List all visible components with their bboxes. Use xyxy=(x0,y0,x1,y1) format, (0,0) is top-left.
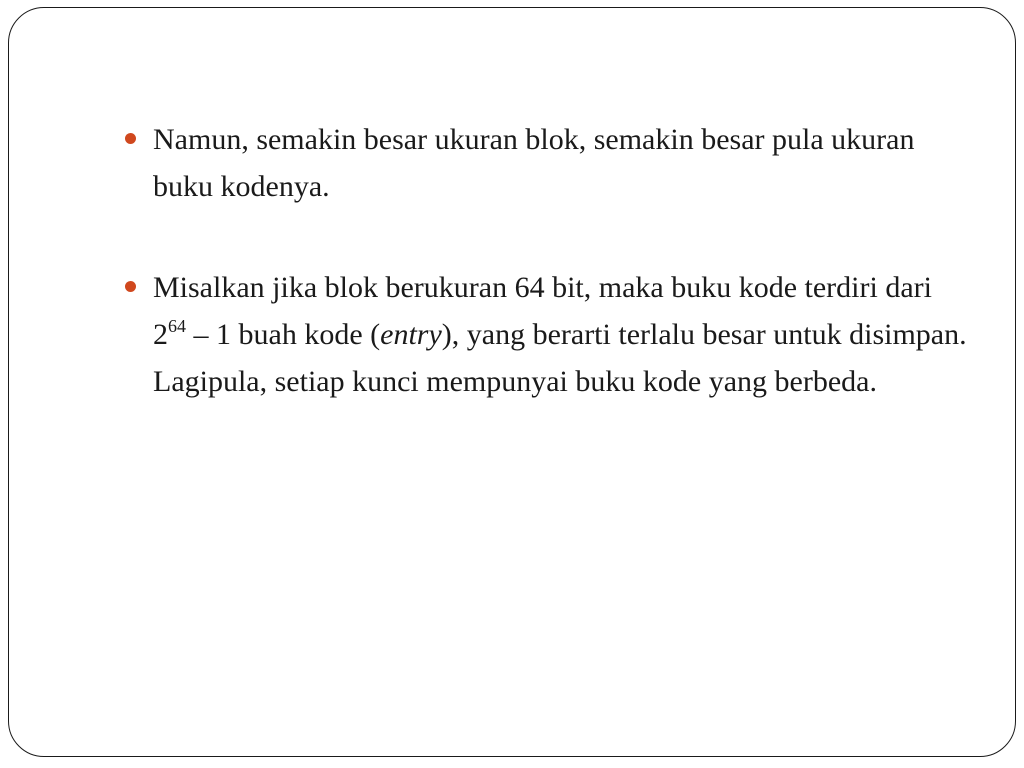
bullet-text-part2: – 1 buah kode ( xyxy=(186,318,381,351)
bullet-text-part3: ), yang berarti terlalu besar untuk disimpan. Lagipula, setiap kunci mempunyai buku kode yang berbeda. xyxy=(153,318,967,398)
bullet-dot-icon xyxy=(125,133,136,144)
bullet-dot-icon xyxy=(125,281,136,292)
bullet-item-block-size xyxy=(117,116,967,210)
slide-frame xyxy=(8,7,1016,757)
entry-italic-term: entry xyxy=(380,318,442,351)
bullet-item-example xyxy=(117,264,967,405)
bullet-text: Namun, semakin besar ukuran blok, semakin besar pula ukuran buku kodenya. xyxy=(153,123,915,203)
bullet-text-part1: Misalkan jika blok berukuran 64 bit, maka buku kode terdiri dari 2 xyxy=(153,271,932,351)
bullet-list xyxy=(117,116,967,459)
exponent-superscript: 64 xyxy=(168,316,186,336)
